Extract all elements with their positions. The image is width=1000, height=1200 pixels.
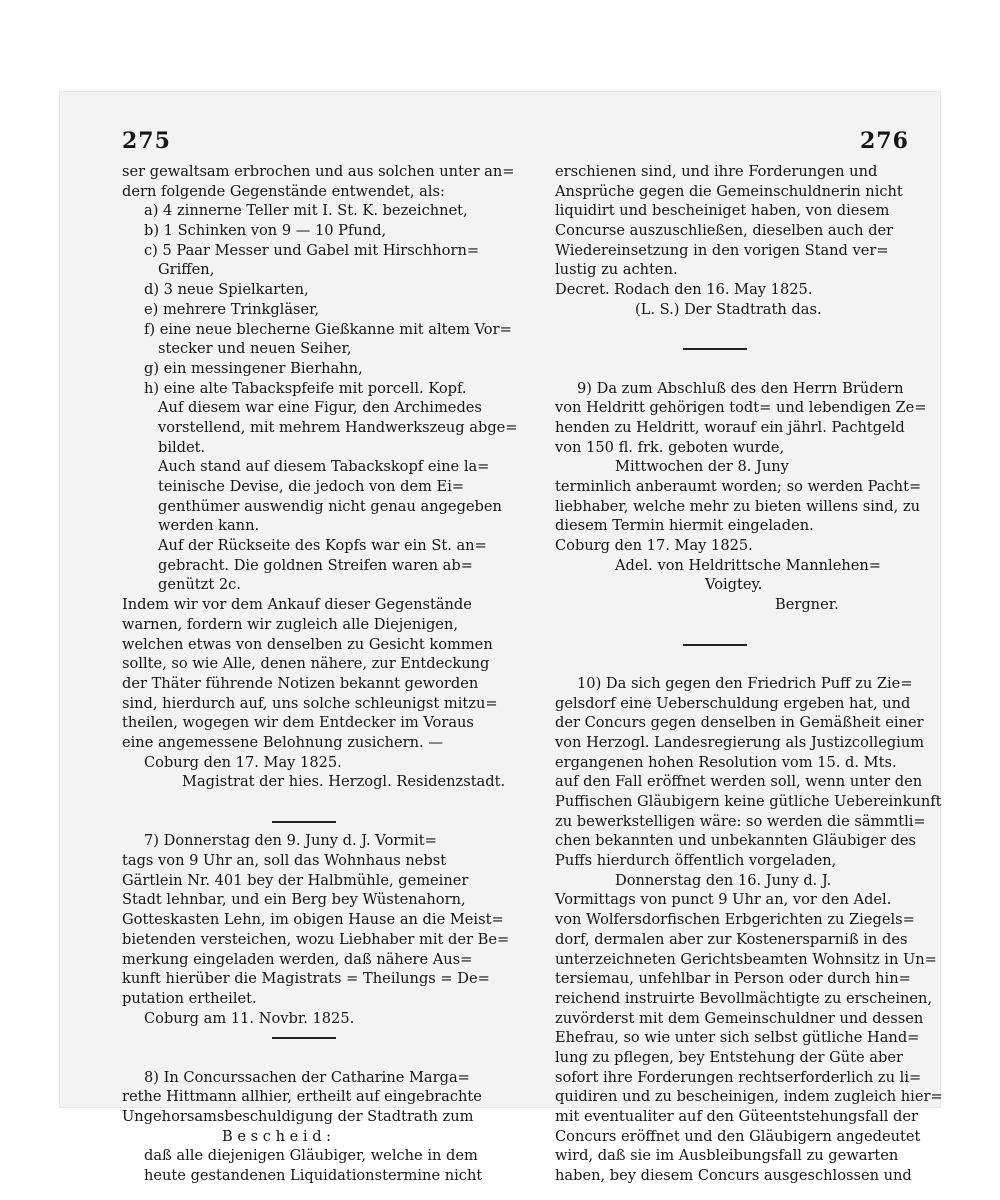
text-line: ergangenen hohen Resolution vom 15. d. Mts. — [555, 753, 897, 771]
section-divider — [122, 812, 512, 832]
text-line: 8) In Concurssachen der Catharine Marga= — [144, 1068, 470, 1086]
text-line: Coburg den 17. May 1825. — [555, 537, 753, 555]
text-line: diesem Termin hiermit eingeladen. — [555, 517, 814, 535]
text-line: tersiemau, unfehlbar in Person oder durch hin= — [555, 970, 911, 988]
text-line: putation ertheilet. — [122, 989, 257, 1007]
section-divider — [555, 635, 920, 655]
blank-line — [122, 792, 512, 812]
text-line: 10) Da sich gegen den Friedrich Puff zu Zie= — [577, 674, 913, 692]
text-line: terminlich anberaumt worden; so werden Pacht= — [555, 478, 922, 495]
text-line: eine angemessene Belohnung zusichern. — — [122, 733, 443, 751]
text-line: stecker und neuen Seiher, — [158, 340, 352, 358]
text-line: werden kann. — [158, 517, 260, 535]
text-line: henden zu Heldritt, worauf ein jährl. Pachtgeld — [555, 418, 905, 436]
text-line: Concurs eröffnet und den Gläubigern angedeutet — [555, 1127, 921, 1145]
text-line: d) 3 neue Spielkarten, — [144, 281, 309, 299]
text-line: 7) Donnerstag den 9. Juny d. J. Vormit= — [144, 832, 437, 850]
divider-line — [683, 644, 747, 646]
text-line: e) mehrere Trinkgläser, — [144, 300, 320, 318]
text-line: haben, bey diesem Concurs ausgeschlossen und — [555, 1167, 912, 1185]
text-line: Coburg am 11. Novbr. 1825. — [144, 1009, 355, 1027]
text-line: ser gewaltsam erbrochen und aus solchen unter an= — [122, 163, 515, 180]
text-line: B e s c h e i d : — [222, 1127, 332, 1145]
text-line: wird, daß sie im Ausbleibungsfall zu gewarten — [555, 1147, 899, 1165]
text-line: bildet. — [158, 438, 206, 456]
text-line: vorstellend, mit mehrem Handwerkszeug abge= — [158, 418, 518, 436]
blank-line — [555, 320, 920, 340]
text-line: heute gestandenen Liquidationstermine nicht — [144, 1167, 483, 1185]
blank-line — [555, 615, 920, 635]
text-line: Magistrat der hies. Herzogl. Residenzstadt. — [182, 773, 506, 791]
text-line: Indem wir vor dem Ankauf dieser Gegenstände — [122, 596, 472, 614]
right-text-column — [555, 162, 943, 1186]
text-line: welchen etwas von denselben zu Gesicht kommen — [122, 635, 493, 653]
left-text-column — [122, 162, 518, 1186]
text-line: mit eventualiter auf den Güteentstehungsfall der — [555, 1108, 919, 1125]
blank-line — [555, 654, 920, 674]
text-line: rethe Hittmann allhier, ertheilt auf eingebrachte — [122, 1088, 482, 1106]
text-line: Adel. von Heldrittsche Mannlehen= — [615, 556, 882, 574]
text-line: Donnerstag den 16. Juny d. J. — [615, 871, 832, 889]
text-line: Gotteskasten Lehn, im obigen Hause an die Meist= — [122, 911, 504, 929]
text-line: Ungehorsamsbeschuldigung der Stadtrath zum — [122, 1108, 474, 1125]
blank-line — [122, 1048, 512, 1068]
divider-line — [272, 821, 336, 823]
text-line: der Concurs gegen denselben in Gemäßheit einer — [555, 714, 924, 732]
text-line: von Heldritt gehörigen todt= und lebendigen Ze= — [555, 399, 927, 417]
text-line: b) 1 Schinken von 9 — 10 Pfund, — [144, 222, 387, 240]
text-line: quidiren und zu bescheinigen, indem zugleich hier= — [555, 1088, 943, 1106]
right-page-number: 276 — [860, 128, 909, 154]
text-line: genthümer auswendig nicht genau angegeben — [158, 497, 502, 515]
text-line: lung zu pflegen, bey Entstehung der Güte aber — [555, 1048, 903, 1066]
text-line: zuvörderst mit dem Gemeinschuldner und dessen — [555, 1009, 924, 1027]
blank-line — [555, 359, 920, 379]
text-line: Voigtey. — [705, 576, 763, 594]
text-line: von Wolfersdorfischen Erbgerichten zu Ziegels= — [555, 911, 915, 929]
text-line: von Herzogl. Landesregierung als Justizcollegium — [555, 733, 925, 751]
text-line: Decret. Rodach den 16. May 1825. — [555, 281, 813, 299]
text-line: genützt 2c. — [158, 576, 241, 594]
text-line: Coburg den 17. May 1825. — [144, 753, 342, 771]
text-line: lustig zu achten. — [555, 261, 678, 279]
text-line: tags von 9 Uhr an, soll das Wohnhaus nebst — [122, 852, 447, 870]
text-line: sofort ihre Forderungen rechtserforderlich zu li= — [555, 1068, 922, 1086]
text-line: Ansprüche gegen die Gemeinschuldnerin nicht — [555, 182, 903, 200]
text-line: Ehefrau, so wie unter sich selbst gütliche Hand= — [555, 1029, 920, 1047]
text-line: g) ein messingener Bierhahn, — [144, 359, 363, 377]
text-line: der Thäter führende Notizen bekannt geworden — [122, 674, 479, 692]
divider-line — [683, 348, 747, 350]
text-line: Auf diesem war eine Figur, den Archimedes — [158, 399, 482, 417]
text-line: Puffs hierdurch öffentlich vorgeladen, — [555, 852, 837, 870]
text-line: kunft hierüber die Magistrats = Theilungs = De= — [122, 970, 490, 988]
section-divider — [122, 1028, 512, 1048]
text-line: Mittwochen der 8. Juny — [615, 458, 789, 476]
text-line: liebhaber, welche mehr zu bieten willens sind, zu — [555, 497, 921, 515]
text-line: Stadt lehnbar, und ein Berg bey Wüstenahorn, — [122, 891, 466, 909]
text-line: dern folgende Gegenstände entwendet, als: — [122, 182, 445, 200]
text-line: a) 4 zinnerne Teller mit I. St. K. bezeichnet, — [144, 202, 468, 220]
text-line: (L. S.) Der Stadtrath das. — [635, 300, 822, 318]
text-line: chen bekannten und unbekannten Gläubiger des — [555, 832, 917, 850]
text-line: merkung eingeladen werden, daß nähere Aus= — [122, 950, 473, 968]
text-line: gelsdorf eine Ueberschuldung ergeben hat, und — [555, 694, 911, 712]
text-line: Vormittags von punct 9 Uhr an, vor den Adel. — [555, 891, 892, 909]
text-line: gebracht. Die goldnen Streifen waren ab= — [158, 556, 473, 574]
text-line: Bergner. — [775, 596, 839, 614]
text-line: Auf der Rückseite des Kopfs war ein St. an= — [158, 537, 487, 555]
text-line: Griffen, — [158, 261, 215, 279]
divider-line — [272, 1037, 336, 1039]
text-line: Auch stand auf diesem Tabackskopf eine la= — [158, 458, 490, 476]
text-line: daß alle diejenigen Gläubiger, welche in dem — [144, 1147, 478, 1165]
text-line: Puffischen Gläubigern keine gütliche Uebereinkunft — [555, 793, 942, 810]
left-page-number: 275 — [122, 128, 171, 154]
text-line: liquidirt und bescheiniget haben, von diesem — [555, 202, 890, 220]
text-line: auf den Fall eröffnet werden soll, wenn unter den — [555, 773, 923, 791]
text-line: bietenden versteichen, wozu Liebhaber mit der Be= — [122, 930, 510, 948]
text-line: c) 5 Paar Messer und Gabel mit Hirschhorn= — [144, 241, 480, 259]
section-divider — [555, 339, 920, 359]
text-line: sollte, so wie Alle, denen nähere, zur Entdeckung — [122, 655, 490, 673]
text-line: von 150 fl. frk. geboten wurde, — [555, 438, 785, 456]
text-line: Gärtlein Nr. 401 bey der Halbmühle, gemeiner — [122, 871, 469, 889]
text-line: reichend instruirte Bevollmächtigte zu erscheinen, — [555, 989, 933, 1007]
text-line: 9) Da zum Abschluß des den Herrn Brüdern — [577, 379, 904, 397]
text-line: dorf, dermalen aber zur Kostenersparniß in des — [555, 930, 908, 948]
text-line: Wiedereinsetzung in den vorigen Stand ver= — [555, 241, 889, 259]
text-line: f) eine neue blecherne Gießkanne mit altem Vor= — [144, 320, 512, 338]
text-line: erschienen sind, und ihre Forderungen und — [555, 163, 878, 180]
text-line: theilen, wogegen wir dem Entdecker im Voraus — [122, 714, 474, 732]
text-line: Concurse auszuschließen, dieselben auch der — [555, 222, 894, 240]
text-line: teinische Devise, die jedoch von dem Ei= — [158, 478, 465, 495]
text-line: zu bewerkstelligen wäre: so werden die sämmtli= — [555, 812, 926, 830]
text-line: sind, hierdurch auf, uns solche schleunigst mitzu= — [122, 694, 498, 712]
text-line: unterzeichneten Gerichtsbeamten Wohnsitz in Un= — [555, 950, 937, 968]
text-line: warnen, fordern wir zugleich alle Diejenigen, — [122, 615, 458, 633]
text-line: h) eine alte Tabackspfeife mit porcell. Kopf. — [144, 379, 467, 397]
